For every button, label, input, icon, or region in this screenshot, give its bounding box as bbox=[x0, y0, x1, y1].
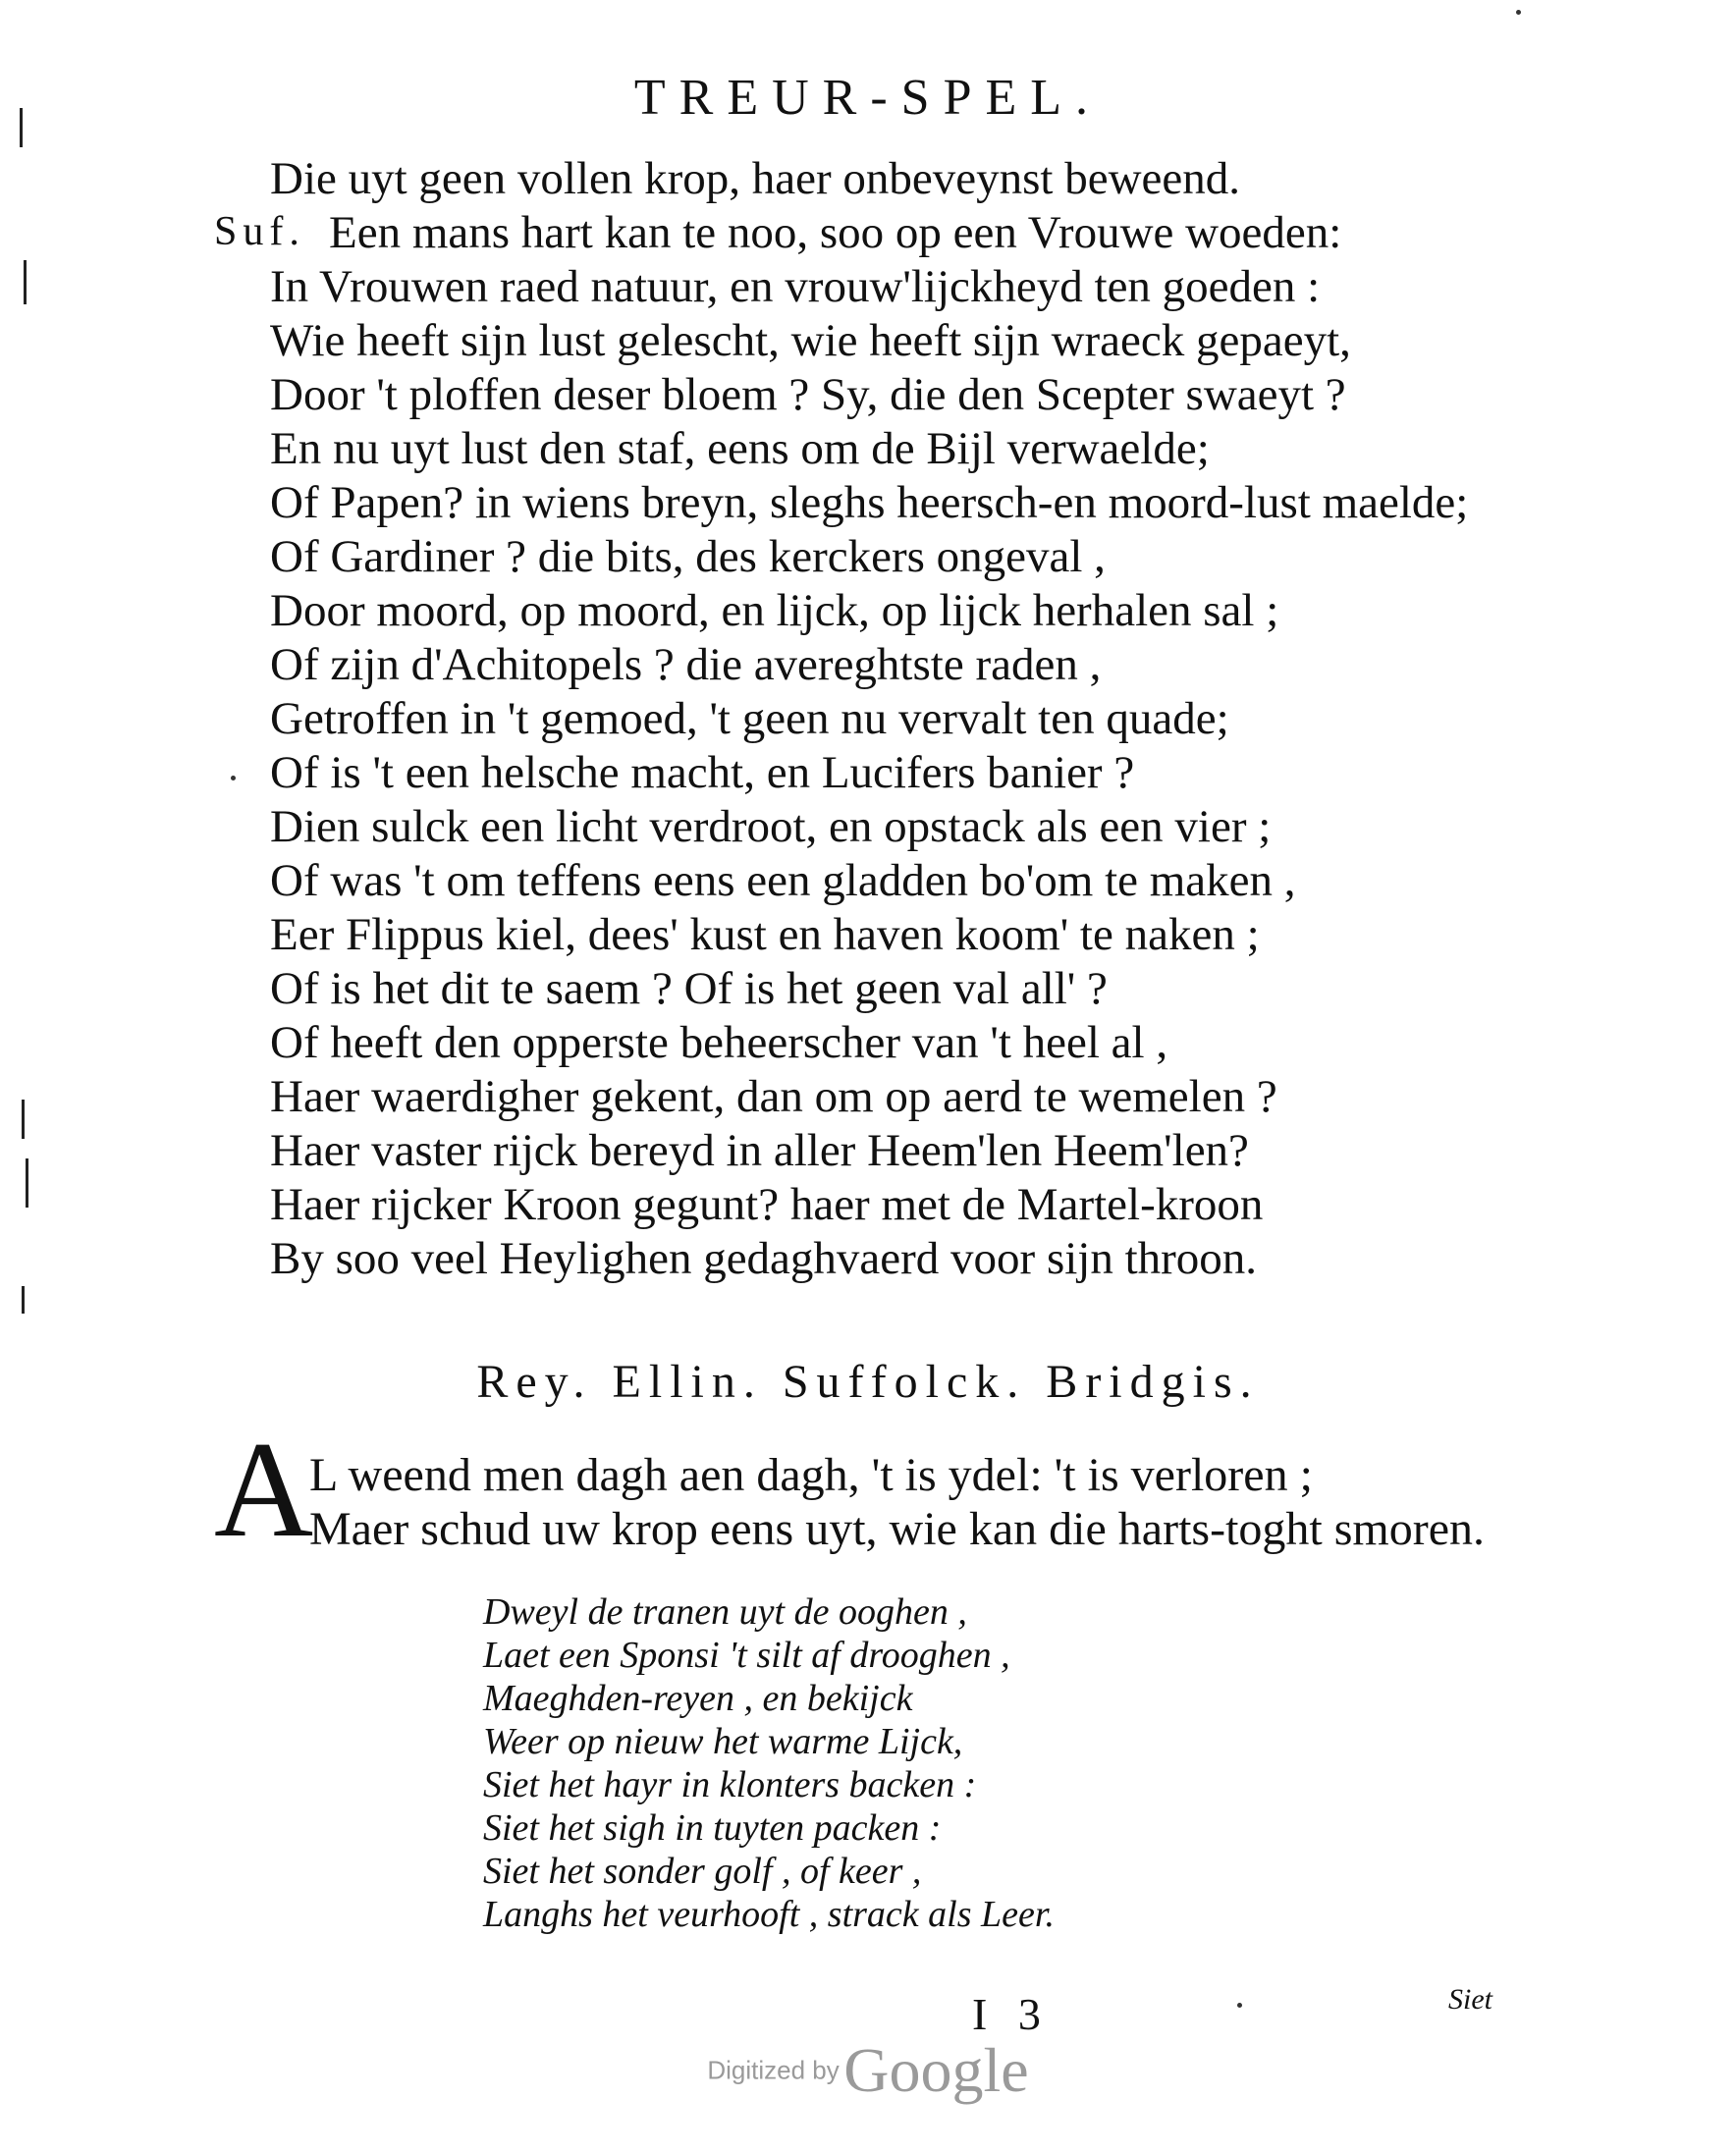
running-head: TREUR-SPEL. bbox=[633, 70, 1103, 126]
speech-line: Of is 't een helsche macht, en Lucifers banier ? bbox=[270, 747, 1135, 798]
italic-verse-line: Maeghden-reyen , en bekijck bbox=[483, 1678, 913, 1719]
speech-line: Of was 't om teffens eens een gladden bo'om te maken , bbox=[270, 855, 1296, 906]
speech-line: Door moord, op moord, en lijck, op lijck herhalen sal ; bbox=[270, 585, 1279, 636]
italic-verse-line: Siet het hayr in klonters backen : bbox=[483, 1764, 977, 1805]
margin-speck bbox=[1237, 2003, 1242, 2008]
margin-speck bbox=[24, 260, 27, 304]
speech-line: Of zijn d'Achitopels ? die avereghtste raden , bbox=[270, 639, 1102, 690]
drop-capital: A bbox=[214, 1414, 314, 1566]
chorus-line: Maer schud uw krop eens uyt, wie kan die harts-toght smoren. bbox=[309, 1503, 1486, 1555]
speech-line: Of Gardiner ? die bits, des kerckers ongeval , bbox=[270, 531, 1106, 582]
speech-line: Haer waerdigher gekent, dan om op aerd te wemelen ? bbox=[270, 1071, 1277, 1122]
google-logo: Google bbox=[843, 2035, 1029, 2105]
margin-speck bbox=[22, 1286, 25, 1314]
italic-verse-line: Laet een Sponsi 't silt af drooghen , bbox=[483, 1635, 1010, 1676]
speech-line: Haer vaster rijck bereyd in aller Heem'len Heem'len? bbox=[270, 1125, 1249, 1176]
speech-line: Door 't ploffen deser bloem ? Sy, die den Scepter swaeyt ? bbox=[270, 369, 1346, 420]
italic-verse-line: Siet het sonder golf , of keer , bbox=[483, 1851, 922, 1892]
speech-line: Of Papen? in wiens breyn, sleghs heersch-en moord-lust maelde; bbox=[270, 477, 1469, 528]
speech-line: Of heeft den opperste beheerscher van 't heel al , bbox=[270, 1017, 1168, 1068]
speech-continuation-line: Die uyt geen vollen krop, haer onbeveynst beweend. bbox=[270, 153, 1240, 204]
speech-line: Of is het dit te saem ? Of is het geen val all' ? bbox=[270, 963, 1108, 1014]
speech-line: Een mans hart kan te noo, soo op een Vrouwe woeden: bbox=[329, 207, 1342, 258]
digitized-prefix: Digitized by bbox=[707, 2055, 840, 2085]
margin-speck bbox=[26, 1158, 28, 1208]
margin-speck bbox=[22, 1100, 25, 1139]
speech-line: Eer Flippus kiel, dees' kust en haven koom' te naken ; bbox=[270, 909, 1260, 960]
speech-line: Dien sulck een licht verdroot, en opstack als een vier ; bbox=[270, 801, 1272, 852]
digitized-watermark bbox=[0, 2034, 1736, 2107]
margin-speck bbox=[231, 776, 236, 780]
speech-line: Getroffen in 't gemoed, 't geen nu vervalt ten quade; bbox=[270, 693, 1229, 744]
speech-line: En nu uyt lust den staf, eens om de Bijl verwaelde; bbox=[270, 423, 1210, 474]
chorus-line: L weend men dagh aen dagh, 't is ydel: 't is verloren ; bbox=[309, 1449, 1313, 1501]
italic-verse-line: Dweyl de tranen uyt de ooghen , bbox=[483, 1591, 967, 1633]
signature-mark: I 3 bbox=[972, 1989, 1051, 2039]
speech-line: In Vrouwen raed natuur, en vrouw'lijckheyd ten goeden : bbox=[270, 261, 1321, 312]
speech-line: Wie heeft sijn lust gelescht, wie heeft sijn wraeck gepaeyt, bbox=[270, 315, 1351, 366]
speaker-label: Suf. bbox=[214, 209, 305, 254]
italic-verse-line: Siet het sigh in tuyten packen : bbox=[483, 1807, 942, 1849]
chorus-heading: Rey. Ellin. Suffolck. Bridgis. bbox=[476, 1356, 1260, 1408]
catchword: Siet bbox=[1448, 1983, 1492, 2016]
speech-line: By soo veel Heylighen gedaghvaerd voor sijn throon. bbox=[270, 1233, 1258, 1284]
margin-speck bbox=[1516, 10, 1521, 15]
speech-line: Haer rijcker Kroon gegunt? haer met de Martel-kroon bbox=[270, 1179, 1264, 1230]
italic-verse-line: Langhs het veurhooft , strack als Leer. bbox=[483, 1894, 1055, 1935]
margin-speck bbox=[20, 108, 23, 147]
italic-verse-line: Weer op nieuw het warme Lijck, bbox=[483, 1721, 963, 1762]
